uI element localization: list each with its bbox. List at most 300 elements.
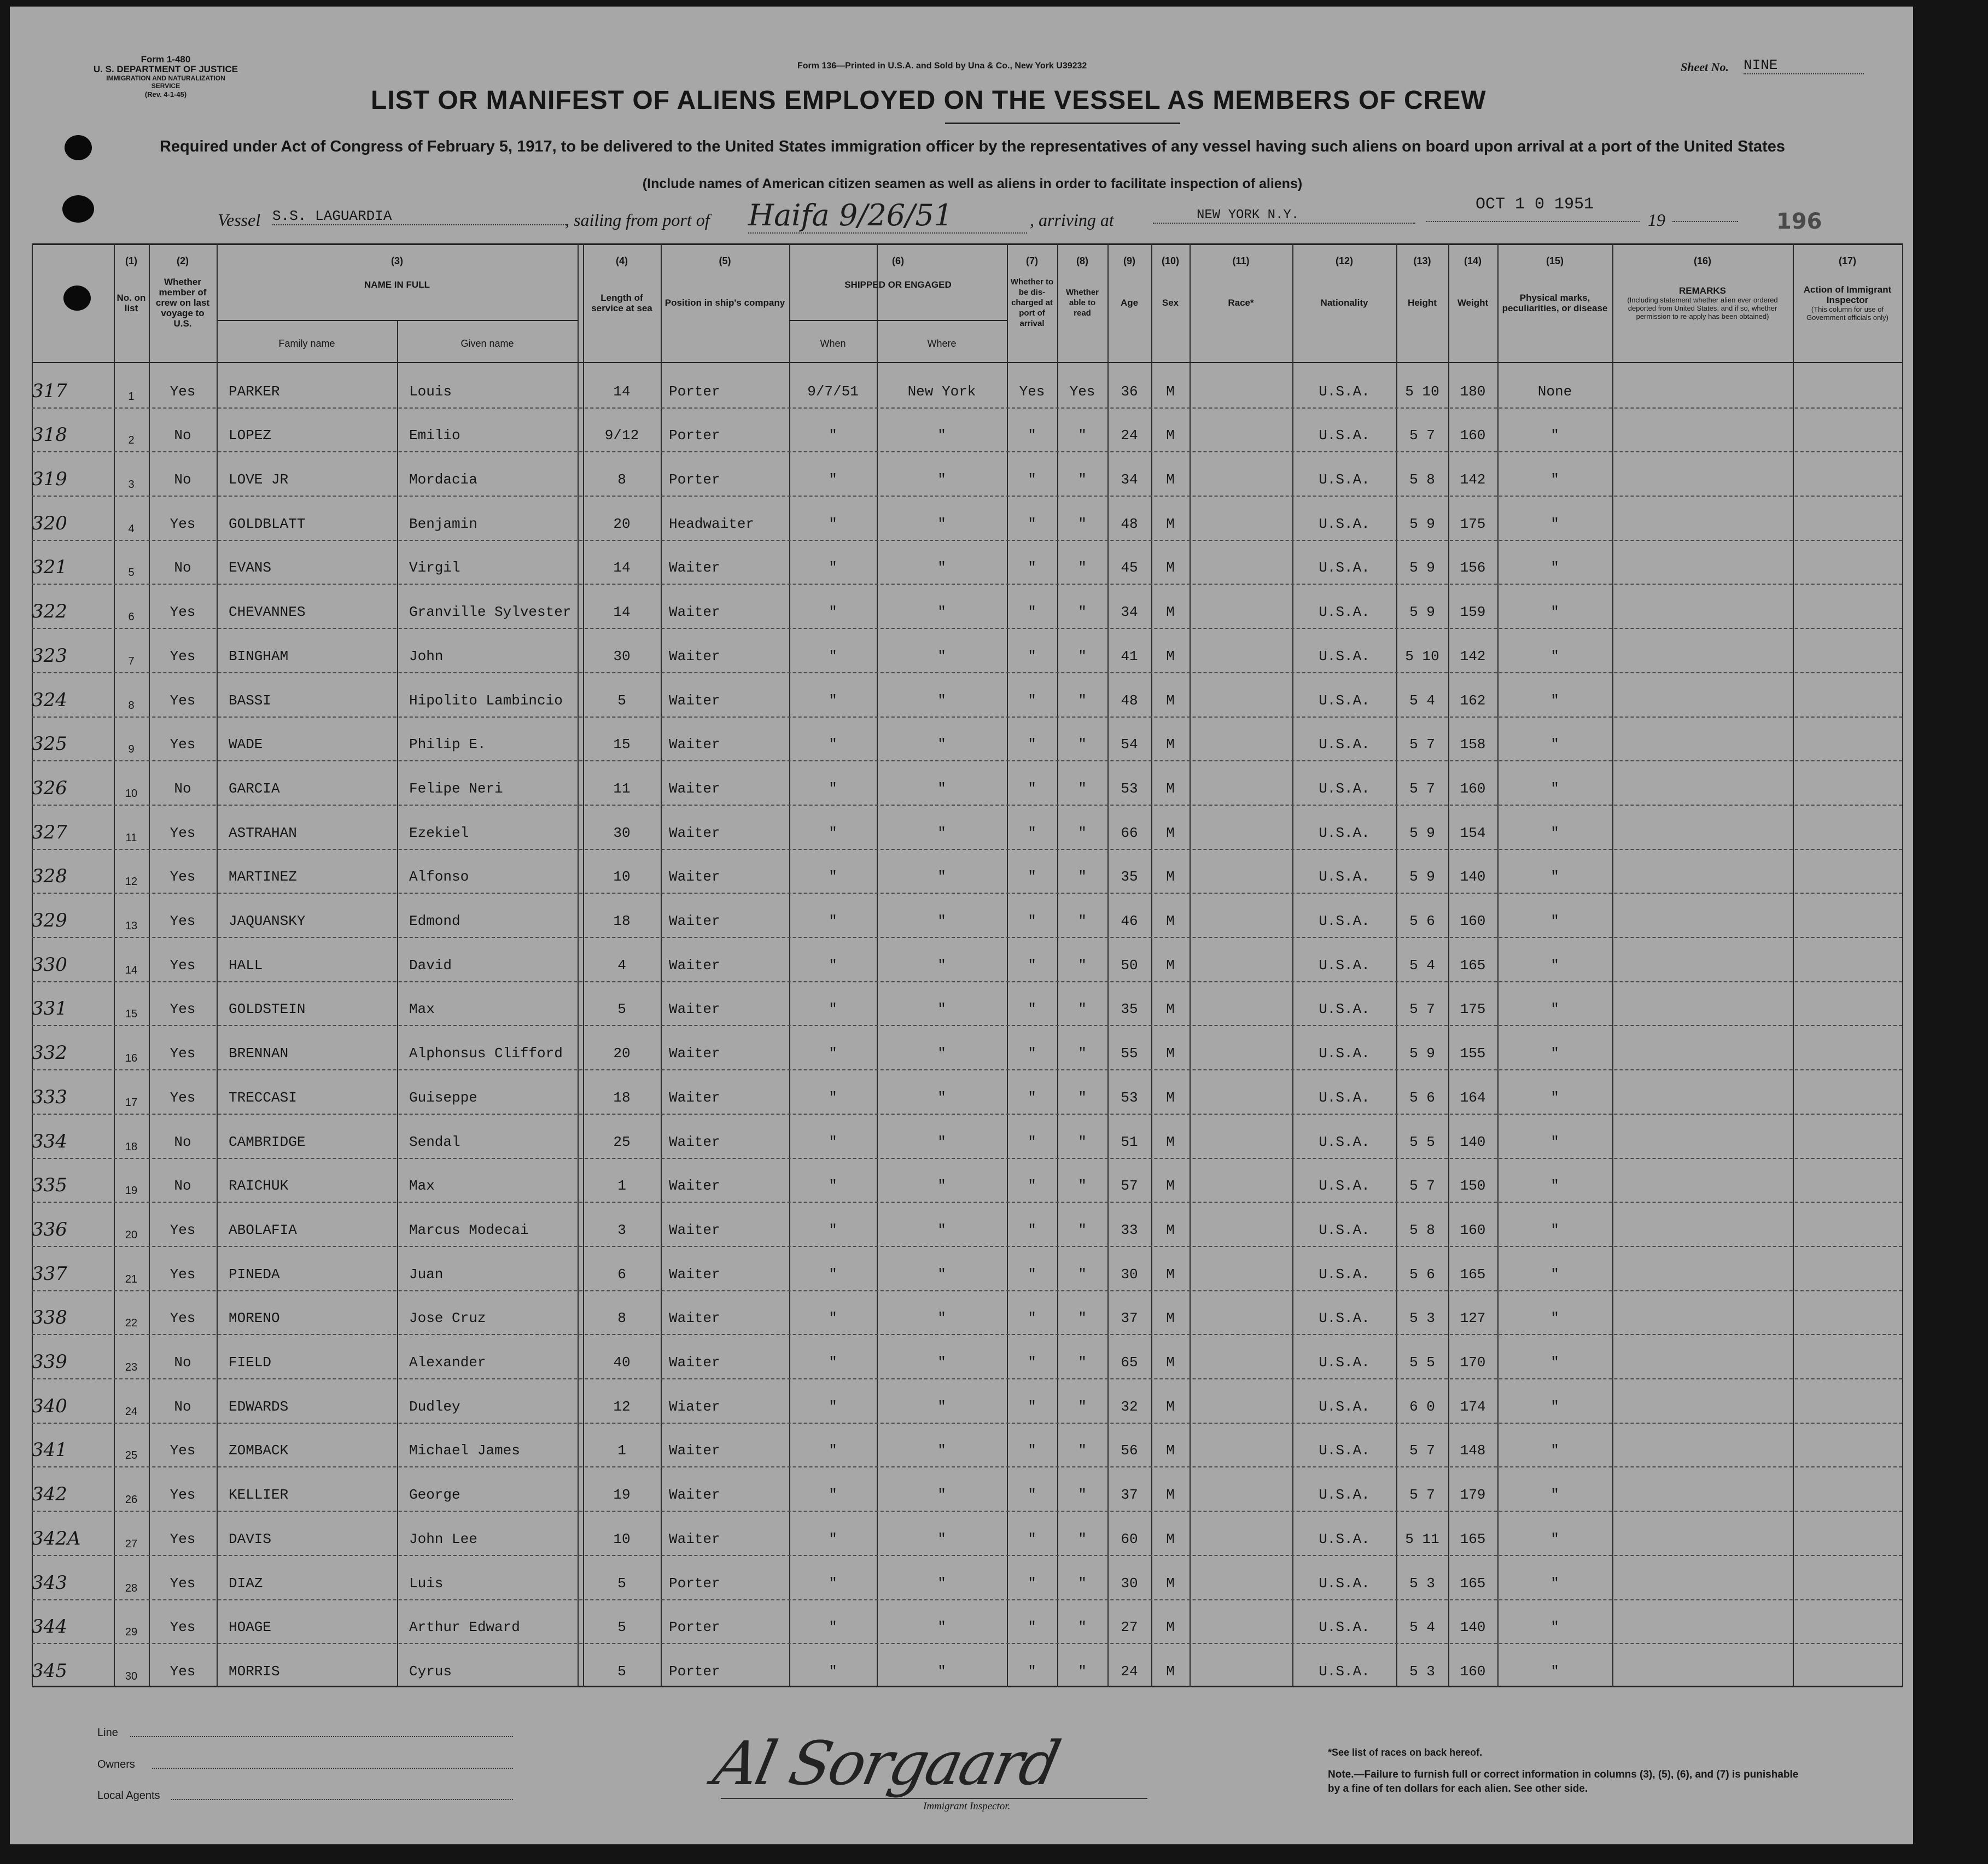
cell-sex: M [1166,383,1175,400]
cell-family-name: DIAZ [229,1575,263,1592]
cell-able-to-read: " [1078,560,1087,576]
cell-given-name: Philip E. [409,736,486,753]
cell-crew-last-voyage: No [174,427,191,444]
cell-position: Porter [669,383,720,400]
cell-position: Waiter [669,1442,720,1459]
table-row [32,584,1902,630]
cell-position: Waiter [669,780,720,797]
cell-nationality: U.S.A. [1319,1266,1370,1283]
cell-nationality: U.S.A. [1319,1398,1370,1415]
subtitle-note: (Include names of American citizen seamen as well as aliens in order to facilitate inspection of aliens) [642,176,1303,191]
sailing-label: , sailing from port of [565,210,710,230]
column-number: (8) [1076,255,1088,266]
cell-able-to-read: " [1078,515,1087,532]
cell-weight: 165 [1460,957,1486,974]
cell-physical-marks: " [1550,913,1559,930]
cell-family-name: EVANS [229,560,272,576]
table-row [32,363,1902,409]
cell-crew-last-voyage: No [174,471,191,488]
cell-position: Porter [669,427,720,444]
table-row [32,1158,1902,1203]
cell-position: Waiter [669,913,720,930]
cell-to-be-discharged: " [1028,1354,1036,1371]
cell-length-of-service: 5 [617,692,626,709]
cell-family-name: ZOMBACK [229,1442,289,1459]
form-id-block [92,55,240,100]
header-age: Age [1120,298,1139,308]
cell-position: Wiater [669,1398,720,1415]
cell-list-line-number: 334 [32,1130,67,1152]
cell-row-number: 23 [125,1361,138,1374]
cell-crew-last-voyage: No [174,1398,191,1415]
cell-crew-last-voyage: No [174,1354,191,1371]
cell-nationality: U.S.A. [1319,869,1370,886]
cell-length-of-service: 8 [617,471,626,488]
column-number: (4) [616,255,628,266]
service-name: IMMIGRATION AND NATURALIZATION SERVICE [106,74,225,90]
cell-position: Waiter [669,1001,720,1018]
cell-height: 5 8 [1409,1221,1435,1238]
cell-shipped-where: " [937,471,946,488]
cell-given-name: Guiseppe [409,1089,477,1106]
cell-given-name: Alphonsus Clifford [409,1045,563,1062]
cell-length-of-service: 18 [613,1089,631,1106]
cell-to-be-discharged: " [1028,1045,1036,1062]
cell-position: Porter [669,471,720,488]
cell-able-to-read: " [1078,1530,1087,1547]
cell-family-name: MORENO [229,1310,280,1327]
cell-able-to-read: " [1078,471,1087,488]
cell-given-name: Virgil [409,560,460,576]
header-given-name: Given name [460,338,514,349]
cell-length-of-service: 12 [613,1398,631,1415]
cell-sex: M [1166,1354,1175,1371]
table-row [32,540,1902,585]
cell-list-line-number: 343 [32,1571,67,1594]
cell-position: Waiter [669,1354,720,1371]
cell-length-of-service: 5 [617,1575,626,1592]
cell-able-to-read: " [1078,1619,1087,1636]
cell-to-be-discharged: " [1028,1575,1036,1592]
action-title: Action of Immigrant Inspector [1803,284,1892,305]
cell-shipped-where: " [937,736,946,753]
cell-able-to-read: " [1078,1354,1087,1371]
cell-list-line-number: 341 [32,1439,67,1461]
cell-weight: 174 [1460,1398,1486,1415]
cell-shipped-when: " [829,1045,837,1062]
cell-position: Waiter [669,1487,720,1504]
cell-family-name: HOAGE [229,1619,272,1636]
cell-to-be-discharged: " [1028,824,1036,841]
cell-sex: M [1166,1442,1175,1459]
agents-label: Local Agents [97,1790,160,1802]
cell-sex: M [1166,604,1175,621]
cell-shipped-when: " [829,692,837,709]
cell-weight: 159 [1460,604,1486,621]
cell-age: 53 [1121,780,1138,797]
cell-family-name: LOVE JR [229,471,289,488]
cell-given-name: Granville Sylvester [409,604,572,621]
cell-age: 48 [1121,515,1138,532]
cell-given-name: Max [409,1001,435,1018]
cell-row-number: 10 [125,787,138,800]
cell-weight: 160 [1460,913,1486,930]
cell-length-of-service: 30 [613,824,631,841]
cell-sex: M [1166,648,1175,665]
cell-height: 5 4 [1409,957,1435,974]
cell-sex: M [1166,1133,1175,1150]
cell-sex: M [1166,1045,1175,1062]
cell-row-number: 5 [128,567,135,579]
cell-sex: M [1166,913,1175,930]
cell-age: 37 [1121,1487,1138,1504]
cell-given-name: David [409,957,452,974]
column-number: (10) [1161,255,1179,266]
subtitle: Required under Act of Congress of February 5, 1917, to be delivered to the United States immigration officer by the representatives of any vessel having such aliens on board upon arrival at a port of the United States [159,138,1786,155]
cell-to-be-discharged: " [1028,1001,1036,1018]
cell-crew-last-voyage: Yes [170,824,196,841]
cell-row-number: 14 [125,964,138,976]
cell-able-to-read: " [1078,604,1087,621]
cell-shipped-when: " [829,1530,837,1547]
cell-crew-last-voyage: Yes [170,1663,196,1680]
header-height: Height [1408,298,1437,308]
footer [10,1697,1913,1844]
cell-physical-marks: " [1550,736,1559,753]
cell-nationality: U.S.A. [1319,736,1370,753]
cell-to-be-discharged: Yes [1019,383,1045,400]
cell-physical-marks: " [1550,427,1559,444]
cell-weight: 175 [1460,1001,1486,1018]
cell-able-to-read: " [1078,1398,1087,1415]
cell-family-name: EDWARDS [229,1398,289,1415]
sheet-no-label: Sheet No. [1681,60,1729,74]
cell-height: 5 6 [1409,913,1435,930]
form-revision: (Rev. 4-1-45) [144,90,187,98]
cell-age: 50 [1121,957,1138,974]
cell-height: 5 4 [1409,692,1435,709]
table-row [32,1114,1902,1159]
cell-list-line-number: 333 [32,1086,67,1108]
page-number: 196 [1776,209,1822,234]
cell-row-number: 21 [125,1273,138,1285]
cell-position: Porter [669,1663,720,1680]
cell-length-of-service: 8 [617,1310,626,1327]
cell-height: 5 7 [1409,780,1435,797]
cell-list-line-number: 340 [32,1395,67,1417]
cell-to-be-discharged: " [1028,1089,1036,1106]
cell-shipped-when: " [829,957,837,974]
cell-able-to-read: " [1078,1001,1087,1018]
cell-crew-last-voyage: No [174,780,191,797]
cell-shipped-when: " [829,780,837,797]
cell-list-line-number: 332 [32,1042,67,1064]
cell-family-name: MORRIS [229,1663,280,1680]
title-underline [945,123,1180,124]
cell-height: 5 7 [1409,1001,1435,1018]
cell-family-name: PINEDA [229,1266,280,1283]
cell-crew-last-voyage: Yes [170,1266,196,1283]
sailing-port: Haifa 9/26/51 [748,198,1027,234]
cell-height: 5 9 [1409,515,1435,532]
cell-row-number: 12 [125,876,138,888]
cell-physical-marks: " [1550,869,1559,886]
cell-shipped-when: " [829,515,837,532]
cell-physical-marks: " [1550,1487,1559,1504]
cell-position: Waiter [669,692,720,709]
cell-shipped-where: New York [907,383,976,400]
table-row [32,628,1902,673]
cell-list-line-number: 324 [32,689,67,711]
cell-shipped-where: " [937,560,946,576]
cell-to-be-discharged: " [1028,780,1036,797]
cell-crew-last-voyage: No [174,1178,191,1195]
cell-row-number: 20 [125,1228,138,1241]
cell-given-name: Michael James [409,1442,520,1459]
cell-to-be-discharged: " [1028,1487,1036,1504]
cell-crew-last-voyage: Yes [170,1221,196,1238]
cell-to-be-discharged: " [1028,1398,1036,1415]
form-number: Form 1-480 [141,54,191,65]
signature-line [721,1798,1147,1799]
cell-physical-marks: " [1550,1001,1559,1018]
cell-physical-marks: " [1550,1619,1559,1636]
cell-shipped-where: " [937,780,946,797]
cell-position: Waiter [669,1133,720,1150]
owners-field [152,1768,513,1769]
cell-weight: 160 [1460,1663,1486,1680]
cell-row-number: 13 [125,920,138,933]
column-number: (14) [1464,255,1482,266]
cell-position: Waiter [669,1266,720,1283]
cell-position: Waiter [669,1221,720,1238]
column-number: (1) [125,255,137,266]
cell-weight: 150 [1460,1178,1486,1195]
cell-family-name: WADE [229,736,263,753]
cell-age: 35 [1121,1001,1138,1018]
cell-nationality: U.S.A. [1319,1530,1370,1547]
cell-weight: 158 [1460,736,1486,753]
cell-physical-marks: " [1550,824,1559,841]
cell-shipped-when: " [829,427,837,444]
cell-crew-last-voyage: Yes [170,692,196,709]
cell-shipped-where: " [937,913,946,930]
race-note: *See list of races on back hereof. [1328,1747,1483,1758]
cell-able-to-read: " [1078,780,1087,797]
table-row [32,1290,1902,1336]
cell-age: 54 [1121,736,1138,753]
cell-nationality: U.S.A. [1319,515,1370,532]
cell-row-number: 6 [128,611,135,624]
cell-physical-marks: " [1550,1530,1559,1547]
cell-nationality: U.S.A. [1319,1178,1370,1195]
cell-height: 5 4 [1409,1619,1435,1636]
cell-length-of-service: 15 [613,736,631,753]
column-number: (17) [1838,255,1856,266]
cell-length-of-service: 10 [613,1530,631,1547]
cell-family-name: BINGHAM [229,648,289,665]
cell-to-be-discharged: " [1028,913,1036,930]
cell-weight: 164 [1460,1089,1486,1106]
column-number: (9) [1123,255,1135,266]
cell-nationality: U.S.A. [1319,648,1370,665]
cell-nationality: U.S.A. [1319,1310,1370,1327]
cell-list-line-number: 336 [32,1218,67,1240]
cell-shipped-when: " [829,1442,837,1459]
cell-shipped-where: " [937,692,946,709]
cell-position: Waiter [669,648,720,665]
year-label: 19 [1648,210,1665,230]
cell-nationality: U.S.A. [1319,1089,1370,1106]
cell-list-line-number: 335 [32,1174,67,1197]
cell-position: Waiter [669,1310,720,1327]
cell-family-name: PARKER [229,383,280,400]
cell-able-to-read: " [1078,1442,1087,1459]
cell-shipped-when: " [829,1089,837,1106]
cell-weight: 155 [1460,1045,1486,1062]
column-number: (3) [391,255,403,266]
cell-weight: 165 [1460,1530,1486,1547]
year-line [1672,221,1738,222]
cell-nationality: U.S.A. [1319,824,1370,841]
cell-length-of-service: 14 [613,560,631,576]
cell-sex: M [1166,560,1175,576]
cell-height: 5 9 [1409,1045,1435,1062]
cell-height: 5 6 [1409,1266,1435,1283]
remarks-title: REMARKS [1679,285,1726,296]
cell-to-be-discharged: " [1028,957,1036,974]
cell-able-to-read: " [1078,1487,1087,1504]
cell-crew-last-voyage: Yes [170,1487,196,1504]
cell-to-be-discharged: " [1028,427,1036,444]
cell-physical-marks: " [1550,1575,1559,1592]
cell-nationality: U.S.A. [1319,1221,1370,1238]
cell-given-name: Emilio [409,427,460,444]
cell-shipped-where: " [937,869,946,886]
cell-family-name: FIELD [229,1354,272,1371]
column-number: (6) [892,255,904,266]
cell-sex: M [1166,1487,1175,1504]
header-physical-marks: Physical marks, peculiarities, or disease [1502,292,1608,313]
cell-height: 5 9 [1409,560,1435,576]
cell-length-of-service: 20 [613,1045,631,1062]
cell-weight: 160 [1460,427,1486,444]
cell-shipped-when: " [829,1310,837,1327]
cell-weight: 140 [1460,869,1486,886]
cell-physical-marks: " [1550,1442,1559,1459]
column-number: (15) [1546,255,1564,266]
cell-age: 56 [1121,1442,1138,1459]
cell-to-be-discharged: " [1028,1619,1036,1636]
cell-sex: M [1166,1575,1175,1592]
table-row [32,1511,1902,1556]
cell-nationality: U.S.A. [1319,1487,1370,1504]
cell-shipped-where: " [937,427,946,444]
cell-family-name: RAICHUK [229,1178,289,1195]
header-no-on-list: No. on list [116,292,146,313]
cell-physical-marks: " [1550,1354,1559,1371]
cell-able-to-read: " [1078,692,1087,709]
cell-crew-last-voyage: Yes [170,1442,196,1459]
cell-length-of-service: 5 [617,1619,626,1636]
cell-shipped-where: " [937,1530,946,1547]
cell-family-name: BASSI [229,692,272,709]
header-length-service: Length of service at sea [591,292,652,313]
cell-weight: 160 [1460,1221,1486,1238]
cell-given-name: Edmond [409,913,460,930]
cell-sex: M [1166,869,1175,886]
cell-nationality: U.S.A. [1319,1442,1370,1459]
cell-position: Waiter [669,957,720,974]
cell-length-of-service: 3 [617,1221,626,1238]
cell-sex: M [1166,1178,1175,1195]
cell-sex: M [1166,824,1175,841]
cell-shipped-when: " [829,1178,837,1195]
remarks-note: (Including statement whether alien ever ordered deported from United States, and if so, whether permission to re-apply has been obtained) [1627,295,1778,321]
cell-length-of-service: 9/12 [604,427,639,444]
vessel-name: S.S. LAGUARDIA [272,208,568,225]
column-number: (16) [1693,255,1711,266]
cell-weight: 140 [1460,1619,1486,1636]
header-nationality: Nationality [1320,298,1368,308]
cell-position: Waiter [669,1178,720,1195]
cell-given-name: Arthur Edward [409,1619,520,1636]
inspector-signature: Al Sorgaard [708,1728,1064,1798]
cell-nationality: U.S.A. [1319,957,1370,974]
cell-list-line-number: 344 [32,1616,67,1638]
cell-given-name: George [409,1487,460,1504]
cell-family-name: LOPEZ [229,427,272,444]
column-number: (13) [1413,255,1431,266]
cell-given-name: Alexander [409,1354,486,1371]
cell-height: 5 7 [1409,427,1435,444]
cell-length-of-service: 19 [613,1487,631,1504]
table-row [32,1202,1902,1247]
cell-crew-last-voyage: Yes [170,1001,196,1018]
cell-physical-marks: " [1550,1133,1559,1150]
cell-physical-marks: " [1550,957,1559,974]
cell-list-line-number: 328 [32,865,67,888]
cell-shipped-where: " [937,1133,946,1150]
cell-to-be-discharged: " [1028,604,1036,621]
cell-length-of-service: 25 [613,1133,631,1150]
cell-position: Waiter [669,869,720,886]
cell-list-line-number: 325 [32,733,67,755]
cell-length-of-service: 1 [617,1442,626,1459]
cell-family-name: ASTRAHAN [229,824,297,841]
table-row [32,981,1902,1027]
column-number: (2) [177,255,189,266]
cell-given-name: John Lee [409,1530,477,1547]
cell-weight: 142 [1460,648,1486,665]
cell-crew-last-voyage: Yes [170,913,196,930]
cell-height: 5 3 [1409,1310,1435,1327]
cell-row-number: 30 [125,1670,138,1682]
cell-given-name: Mordacia [409,471,477,488]
cell-physical-marks: " [1550,1310,1559,1327]
arriving-port: NEW YORK N.Y. [1153,208,1415,224]
cell-position: Waiter [669,736,720,753]
cell-shipped-where: " [937,1266,946,1283]
cell-given-name: Dudley [409,1398,460,1415]
cell-age: 45 [1121,560,1138,576]
cell-shipped-where: " [937,957,946,974]
cell-row-number: 8 [128,699,135,712]
cell-row-number: 11 [125,831,137,844]
cell-family-name: DAVIS [229,1530,272,1547]
cell-shipped-where: " [937,1089,946,1106]
cell-position: Waiter [669,1089,720,1106]
